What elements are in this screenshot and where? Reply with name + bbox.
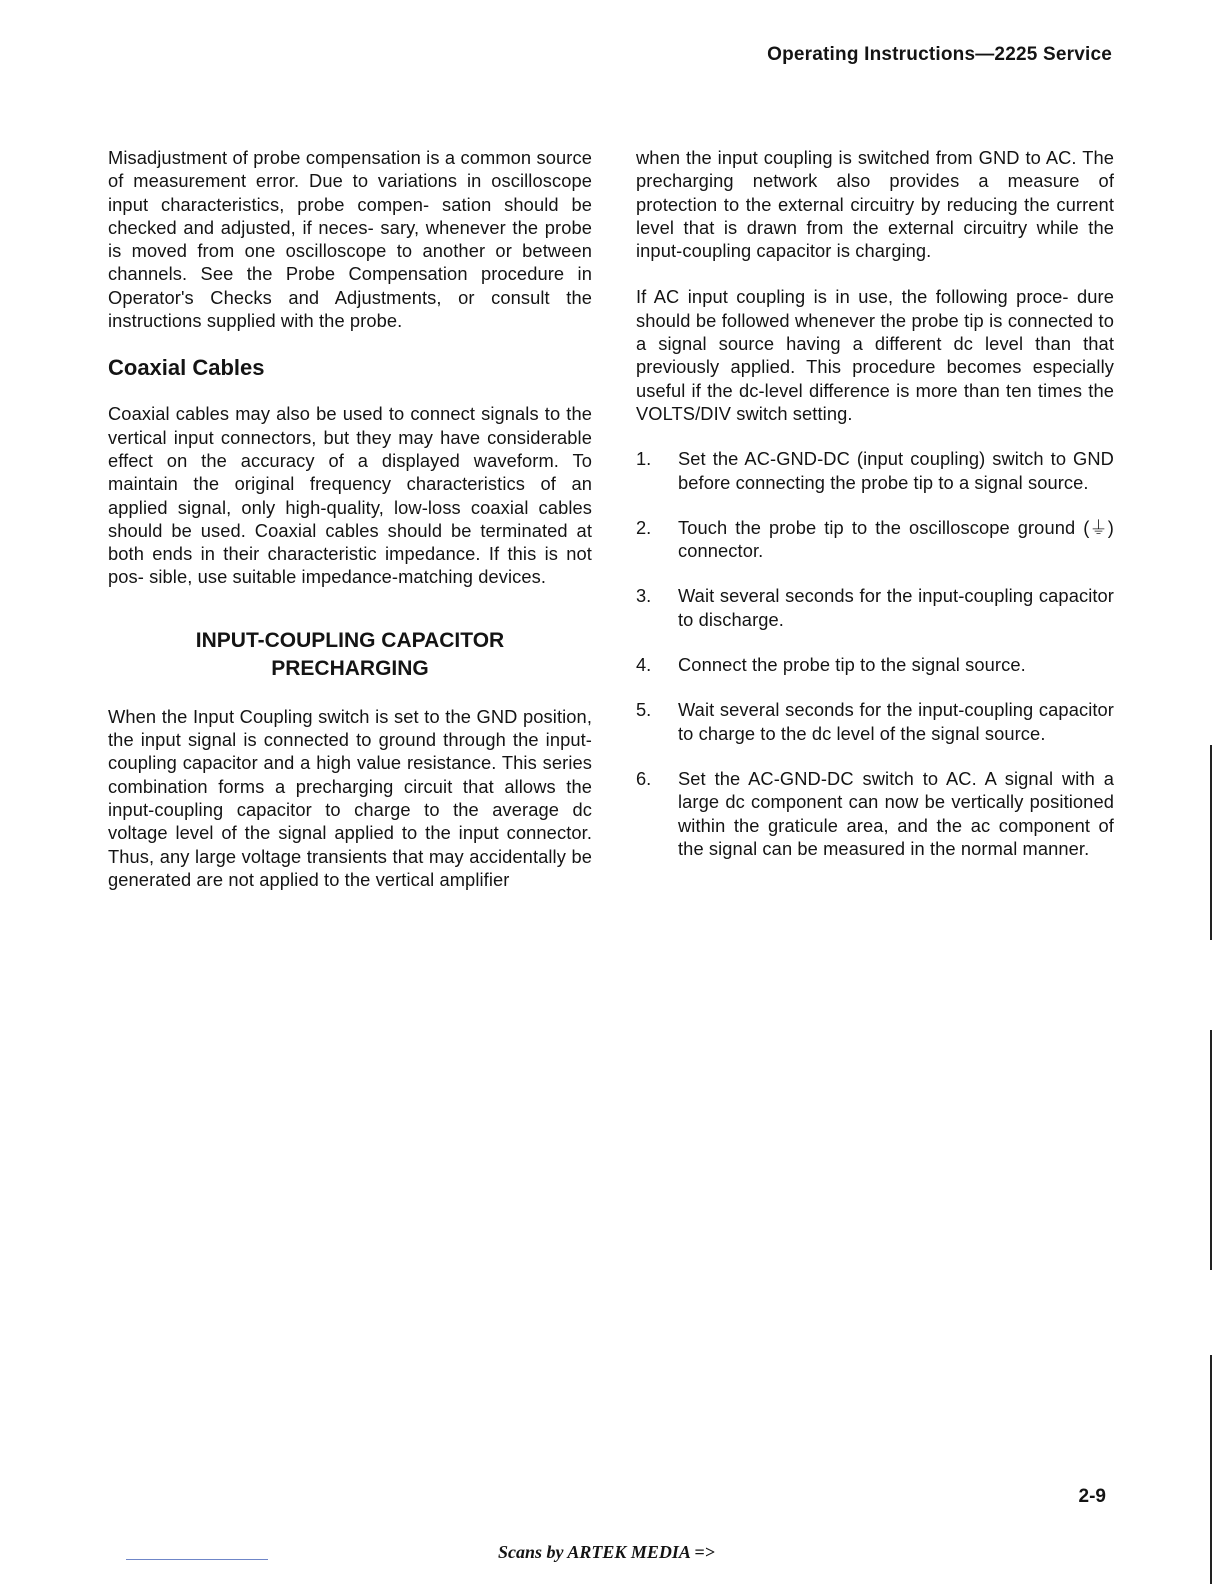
- right-column: [636, 146, 1114, 882]
- footer-rule: [126, 1559, 268, 1560]
- step-text: Touch the probe tip to the oscilloscope ground (⏚) connector.: [678, 516, 1114, 562]
- heading-coaxial-cables: Coaxial Cables: [108, 355, 265, 381]
- step-text: Wait several seconds for the input-coupling capacitor to charge to the dc level of the signal source.: [678, 699, 1114, 744]
- list-item: [636, 698, 1114, 745]
- list-item: [636, 447, 1114, 494]
- step-text: Connect the probe tip to the signal source.: [678, 654, 1026, 676]
- step-text: Wait several seconds for the input-coupling capacitor to discharge.: [678, 585, 1114, 630]
- running-head: Operating Instructions—2225 Service: [767, 44, 1112, 65]
- step-number: 1.: [636, 448, 652, 470]
- heading-input-coupling-precharging: [108, 627, 592, 683]
- list-item: [636, 516, 1114, 563]
- heading-line-1: INPUT-COUPLING CAPACITOR: [195, 628, 505, 652]
- step-number: 5.: [636, 699, 652, 721]
- list-item: [636, 584, 1114, 631]
- step-text: Set the AC-GND-DC (input coupling) switch to GND before connecting the probe tip to a signal source.: [678, 448, 1114, 493]
- procedure-steps: [636, 447, 1114, 860]
- page-number: 2-9: [1078, 1486, 1106, 1507]
- step-number: 2.: [636, 516, 652, 538]
- step-number: 4.: [636, 654, 652, 676]
- left-column: [108, 146, 592, 891]
- scan-edge-mark: [1210, 1355, 1212, 1584]
- paragraph-probe-compensation: Misadjustment of probe compensation is a common source of measurement error. Due to variations in oscilloscope input characteristics, probe compen- sation should be checked and adjusted, if neces- sary, whenever the probe is moved from one oscilloscope to another or between channels. See the Probe Compensation procedure in Operator's Checks and Adjustments, or consult the instructions supplied with the probe.: [108, 147, 592, 332]
- paragraph-precharging: When the Input Coupling switch is set to the GND position, the input signal is connected to ground through the input-coupling capacitor and a high value resistance. This series combination forms a precharging circuit that allows the input-coupling capacitor to charge to the average dc voltage level of the signal applied to the input connector. Thus, any large voltage transients that may accidentally be generated are not applied to the vertical amplifier: [108, 705, 592, 890]
- scan-edge-mark: [1210, 745, 1212, 940]
- step-number: 3.: [636, 585, 652, 607]
- scan-credit: Scans by ARTEK MEDIA =>: [498, 1542, 715, 1562]
- step-text: Set the AC-GND-DC switch to AC. A signal with a large dc component can now be vertically positioned within the graticule area, and the ac component of the signal can be measured in the normal manner.: [678, 767, 1114, 859]
- list-item: [636, 653, 1114, 676]
- scan-edge-mark: [1210, 1030, 1212, 1270]
- paragraph-coaxial-cables: Coaxial cables may also be used to connect signals to the vertical input connectors, but they may have considerable effect on the accuracy of a displayed waveform. To maintain the original frequency characteristics of an applied signal, only high-quality, low-loss coaxial cables should be used. Coaxial cables should be terminated at both ends in their characteristic impedance. If this is not pos- sible, use suitable impedance-matching devices.: [108, 403, 592, 588]
- list-item: [636, 767, 1114, 860]
- paragraph-ac-coupling: If AC input coupling is in use, the following proce- dure should be followed whenever the probe tip is connected to a signal source having a different dc level than that previously applied. This procedure becomes especially useful if the dc-level difference is more than ten times the VOLTS/DIV switch setting.: [636, 286, 1114, 424]
- step-number: 6.: [636, 767, 652, 789]
- heading-line-2: PRECHARGING: [271, 656, 429, 680]
- paragraph-continued: when the input coupling is switched from GND to AC. The precharging network also provides a measure of protection to the external circuitry by reducing the current level that is drawn from the external circuitry while the input-coupling capacitor is charging.: [636, 147, 1114, 262]
